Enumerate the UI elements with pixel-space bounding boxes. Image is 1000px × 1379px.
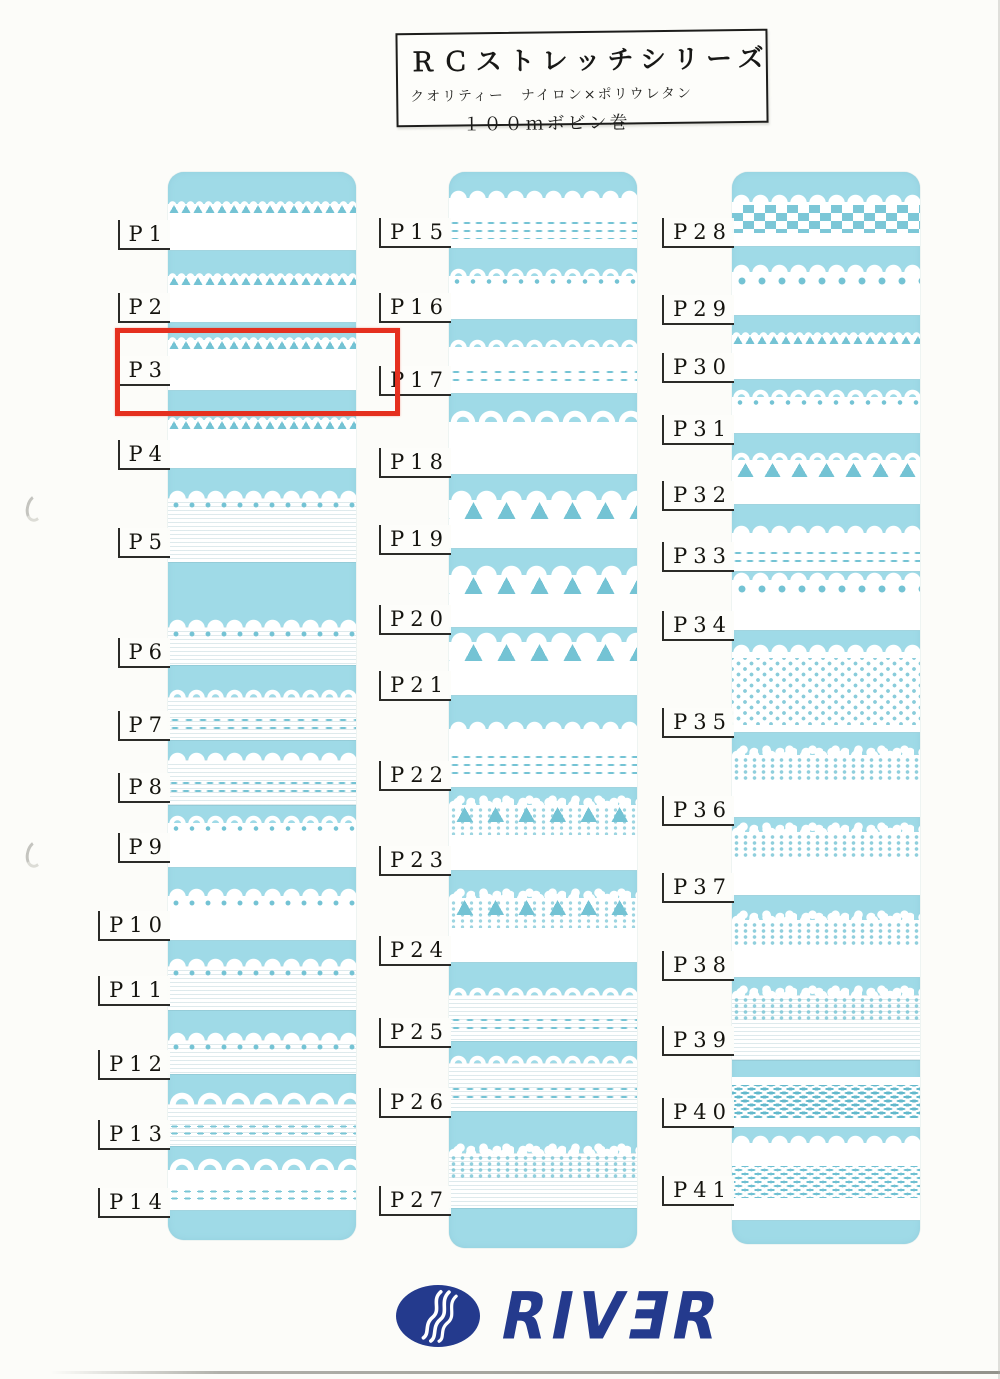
lace-sample-strip-p36	[732, 755, 920, 818]
lace-sample-strip-p40	[732, 1077, 920, 1128]
sample-label-p33: P33	[662, 542, 734, 572]
sample-label-p41: P41	[662, 1176, 734, 1206]
lace-sample-strip-p7	[168, 697, 356, 741]
lace-sample-strip-p17	[449, 347, 637, 394]
sample-label-p29: P29	[662, 295, 734, 325]
sample-label-p30: P30	[662, 353, 734, 383]
sample-label-p37: P37	[662, 873, 734, 903]
lace-sample-strip-p2	[168, 276, 356, 323]
sample-label-p21: P21	[379, 671, 451, 701]
lace-sample-strip-p32	[732, 460, 920, 505]
lace-sample-strip-p39	[732, 995, 920, 1061]
sample-label-p15: P15	[379, 218, 451, 248]
lace-sample-strip-p35	[732, 652, 920, 733]
sample-label-p13: P13	[98, 1120, 170, 1150]
river-logo-mark-icon	[396, 1285, 480, 1347]
lace-sample-strip-p16	[449, 276, 637, 320]
lace-sample-strip-p20	[449, 575, 637, 628]
lace-sample-strip-p14	[168, 1170, 356, 1211]
lace-sample-strip-p38	[732, 920, 920, 978]
sample-label-p36: P36	[662, 796, 734, 826]
sample-label-p11: P11	[98, 976, 170, 1006]
sample-label-p4: P4	[118, 440, 171, 470]
sample-label-p24: P24	[379, 936, 451, 966]
sample-label-p2: P2	[118, 293, 171, 323]
sample-label-p7: P7	[118, 711, 171, 741]
sample-label-p12: P12	[98, 1050, 170, 1080]
logo-letter: R	[494, 1277, 555, 1355]
sample-panel-3	[732, 172, 920, 1244]
lace-sample-strip-p34	[732, 580, 920, 631]
river-logo-text	[494, 1277, 725, 1355]
lace-sample-strip-p10	[168, 896, 356, 941]
sample-label-p27: P27	[379, 1186, 451, 1216]
lace-sample-strip-p29	[732, 272, 920, 316]
sample-label-p1: P1	[118, 220, 171, 250]
sample-label-p3: P3	[118, 356, 171, 386]
sample-label-p28: P28	[662, 218, 734, 248]
sample-label-p23: P23	[379, 846, 451, 876]
sample-label-p9: P9	[118, 833, 171, 863]
lace-sample-strip-p28	[732, 202, 920, 247]
lace-sample-strip-p31	[732, 397, 920, 434]
lace-sample-strip-p24	[449, 898, 637, 963]
sample-label-p6: P6	[118, 638, 171, 668]
scan-edge-bottom	[50, 1371, 1000, 1374]
sample-label-p34: P34	[662, 611, 734, 641]
logo-letter: V	[570, 1277, 631, 1355]
header-box	[395, 29, 771, 136]
lace-sample-strip-p19	[449, 500, 637, 549]
sample-label-p35: P35	[662, 708, 734, 738]
lace-sample-strip-p18	[449, 422, 637, 475]
lace-sample-strip-p27	[449, 1153, 637, 1209]
lace-sample-strip-p23	[449, 805, 637, 871]
logo-letter-reversed-e: Ǝ	[620, 1277, 676, 1355]
lace-sample-strip-p4	[168, 420, 356, 469]
lace-sample-strip-p12	[168, 1040, 356, 1075]
bobbin-line: １００ｍボビン巻	[462, 112, 631, 136]
logo-letter: I	[544, 1277, 581, 1355]
lace-sample-strip-p30	[732, 335, 920, 380]
lace-sample-strip-p41	[732, 1143, 920, 1221]
series-title: ＲＣストレッチシリーズ	[409, 43, 771, 79]
lace-sample-strip-p8	[168, 760, 356, 806]
lace-sample-strip-p33	[732, 533, 920, 572]
lace-sample-strip-p26	[449, 1063, 637, 1112]
quality-line: クオリティー ナイロン×ポリウレタン	[410, 85, 694, 106]
sample-label-p22: P22	[379, 761, 451, 791]
punch-hole-bottom	[23, 838, 48, 870]
lace-sample-strip-p37	[732, 832, 920, 896]
lace-sample-strip-p13	[168, 1104, 356, 1147]
lace-sample-strip-p25	[449, 995, 637, 1042]
lace-sample-strip-p6	[168, 627, 356, 666]
punch-hole-top	[23, 492, 48, 524]
logo-letter: R	[665, 1277, 725, 1355]
sample-label-p17: P17	[379, 366, 451, 396]
river-logo	[396, 1277, 725, 1355]
sample-label-p32: P32	[662, 481, 734, 511]
sample-label-p8: P8	[118, 773, 171, 803]
sample-label-p5: P5	[118, 528, 171, 558]
sample-label-p31: P31	[662, 415, 734, 445]
lace-sample-strip-p21	[449, 642, 637, 696]
lace-sample-strip-p5	[168, 498, 356, 563]
sample-label-p19: P19	[379, 525, 451, 555]
lace-sample-strip-p22	[449, 729, 637, 788]
lace-sample-strip-p15	[449, 198, 637, 249]
sample-label-p38: P38	[662, 951, 734, 981]
sample-panel-2	[449, 172, 637, 1248]
lace-sample-strip-p11	[168, 966, 356, 1011]
sample-label-p14: P14	[98, 1188, 170, 1218]
lace-sample-strip-p1	[168, 204, 356, 251]
sample-label-p18: P18	[379, 448, 451, 478]
sample-label-p10: P10	[98, 911, 170, 941]
sample-label-p25: P25	[379, 1018, 451, 1048]
lace-sample-strip-p9	[168, 823, 356, 868]
sample-label-p39: P39	[662, 1026, 734, 1056]
sample-label-p16: P16	[379, 293, 451, 323]
sample-label-p26: P26	[379, 1088, 451, 1118]
sample-label-p20: P20	[379, 605, 451, 635]
p3-highlight-rect	[115, 328, 400, 416]
sample-label-p40: P40	[662, 1098, 734, 1128]
